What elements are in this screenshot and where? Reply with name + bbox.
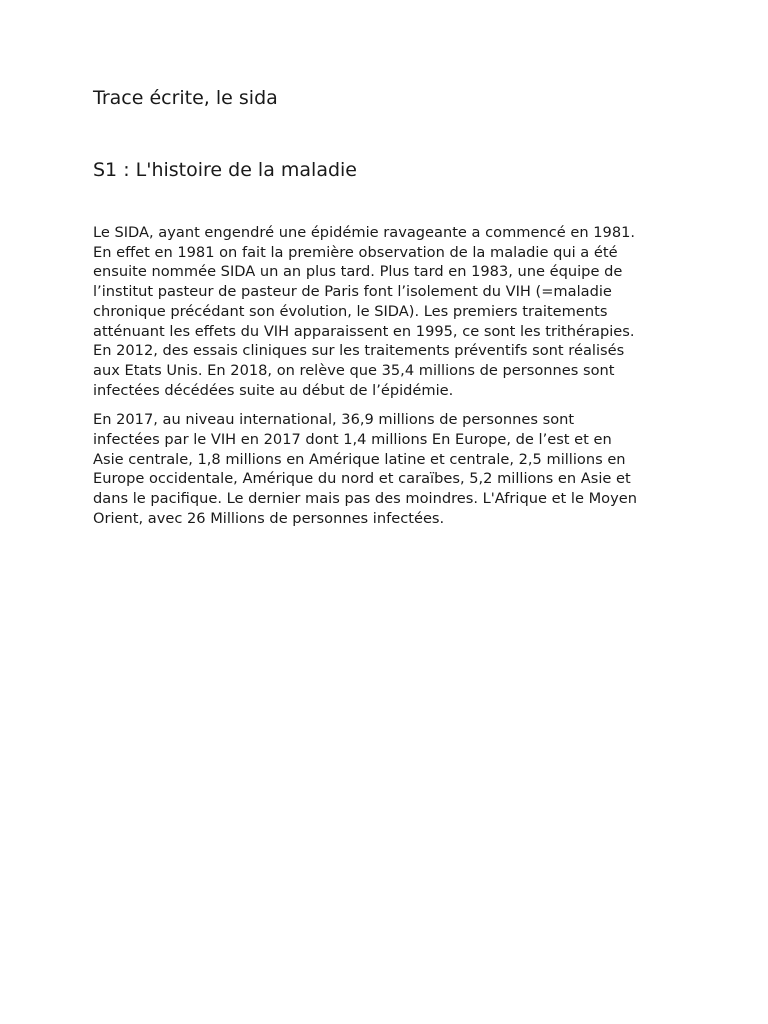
text-line: l’institut pasteur de pasteur de Paris font l’isolement du VIH (=maladie <box>93 283 612 301</box>
section-title: S1 : L'histoire de la maladie <box>93 159 357 181</box>
text-line: ensuite nommée SIDA un an plus tard. Plus tard en 1983, une équipe de <box>93 263 623 281</box>
text-line: infectées par le VIH en 2017 dont 1,4 millions En Europe, de l’est et en <box>93 431 612 449</box>
document-title: Trace écrite, le sida <box>93 87 278 109</box>
text-line: dans le pacifique. Le dernier mais pas des moindres. L'Afrique et le Moyen <box>93 490 637 508</box>
text-line: Orient, avec 26 Millions de personnes infectées. <box>93 509 445 527</box>
paragraph-history <box>93 223 683 400</box>
text-line: atténuant les effets du VIH apparaissent en 1995, ce sont les trithérapies. <box>93 322 635 340</box>
text-line: Europe occidentale, Amérique du nord et caraïbes, 5,2 millions en Asie et <box>93 470 631 488</box>
text-line: aux Etats Unis. En 2018, on relève que 35,4 millions de personnes sont <box>93 361 615 379</box>
text-line: Le SIDA, ayant engendré une épidémie ravageante a commencé en 1981. <box>93 224 636 241</box>
text-line: infectées décédées suite au début de l’épidémie. <box>93 381 454 399</box>
text-line: chronique précédant son évolution, le SIDA). Les premiers traitements <box>93 302 608 320</box>
document-body <box>93 223 683 539</box>
text-line: Asie centrale, 1,8 millions en Amérique latine et centrale, 2,5 millions en <box>93 450 626 468</box>
text-line: En 2017, au niveau international, 36,9 millions de personnes sont <box>93 411 575 429</box>
text-line: En 2012, des essais cliniques sur les traitements préventifs sont réalisés <box>93 342 625 360</box>
paragraph-statistics <box>93 410 683 528</box>
text-line: En effet en 1981 on fait la première observation de la maladie qui a été <box>93 243 618 261</box>
